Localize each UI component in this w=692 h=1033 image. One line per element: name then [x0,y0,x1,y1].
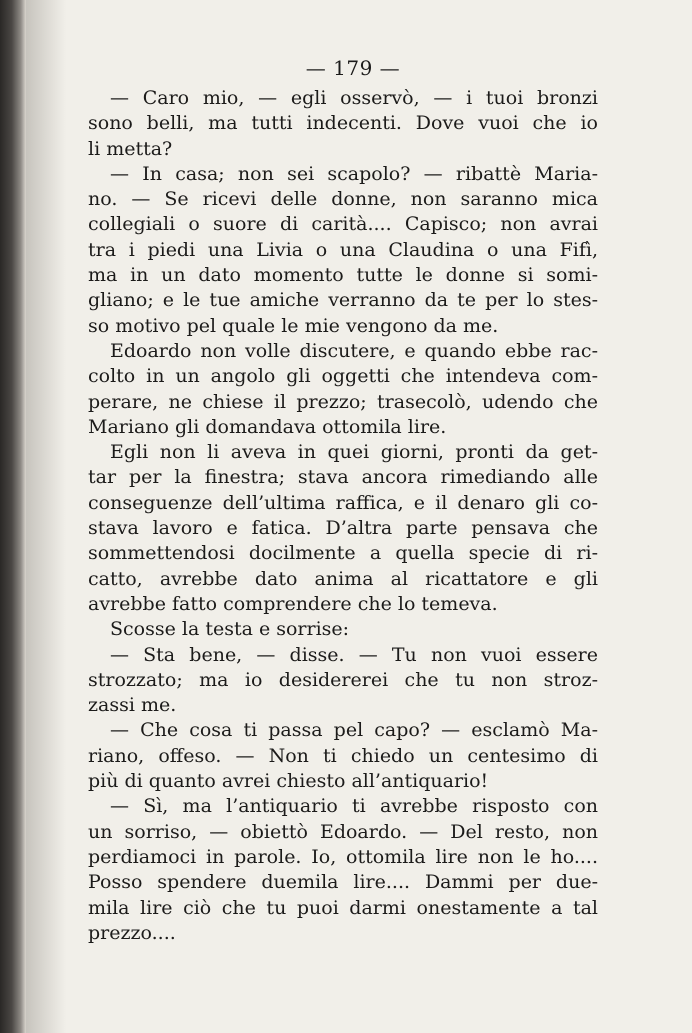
text-line: collegiali o suore di carità.... Capisco; non avrai [88,213,598,236]
text-line: catto, avrebbe dato anima al ricattatore e gli [88,567,598,590]
paragraph [88,643,598,719]
text-line: Scosse la testa e sorrise: [110,618,350,641]
spine-shadow [26,0,66,1033]
text-line: perare, ne chiese il prezzo; trasecolò, udendo che [88,390,598,413]
text-line: — Caro mio, — egli osservò, — i tuoi bronzi [110,87,598,109]
paragraph [88,794,598,946]
book-page [88,56,598,946]
text-line: sono belli, ma tutti indecenti. Dove vuoi che io [88,112,598,135]
text-line: zassi me. [88,694,177,717]
text-line: — Sta bene, — disse. — Tu non vuoi essere [110,643,598,666]
paragraph [88,617,598,642]
page-number: — 179 — [305,56,401,80]
text-line: colto in un angolo gli oggetti che intendeva com- [88,365,598,388]
book-spine [0,0,26,1033]
text-line: Posso spendere duemila lire.... Dammi per due- [88,871,598,894]
text-line: strozzato; ma io desidererei che tu non stroz- [88,668,598,691]
text-line: Edoardo non volle discutere, e quando ebbe rac- [110,339,598,362]
paragraph [88,339,598,440]
text-line: so motivo pel quale le mie vengono da me. [88,314,499,337]
paragraph [88,162,598,339]
text-line: li metta? [88,137,173,160]
text-line: un sorriso, — obiettò Edoardo. — Del resto, non [88,820,598,843]
text-line: gliano; e le tue amiche verranno da te per lo stes- [88,289,598,312]
page-text [88,86,598,946]
text-line: ma in un dato momento tutte le donne si somi- [88,264,598,287]
text-line: conseguenze dell’ultima raffica, e il denaro gli co- [88,491,598,514]
text-line: più di quanto avrei chiesto all’antiquario! [88,770,489,793]
paragraph [88,86,598,162]
text-line: — Che cosa ti passa pel capo? — esclamò Ma- [110,719,598,742]
text-line: prezzo.... [88,921,176,944]
text-line: mila lire ciò che tu puoi darmi onestamente a tal [88,896,598,919]
text-line: — In casa; non sei scapolo? — ribattè Maria- [110,162,598,185]
text-line: perdiamoci in parole. Io, ottomila lire non le ho.... [88,845,598,868]
paragraph [88,718,598,794]
text-line: stava lavoro e fatica. D’altra parte pensava che [88,517,598,540]
text-line: — Sì, ma l’antiquario ti avrebbe risposto con [110,795,598,818]
text-line: avrebbe fatto comprendere che lo temeva. [88,592,498,615]
text-line: sommettendosi docilmente a quella specie di ri- [88,542,598,565]
text-line: no. — Se ricevi delle donne, non saranno mica [88,188,598,211]
text-line: Mariano gli domandava ottomila lire. [88,415,447,438]
text-line: tar per la finestra; stava ancora rimediando alle [88,466,598,489]
text-line: Egli non li aveva in quei giorni, pronti da get- [110,441,598,464]
text-line: tra i piedi una Livia o una Claudina o una Fifì, [88,238,598,261]
paragraph [88,440,598,617]
text-line: riano, offeso. — Non ti chiedo un centesimo di [88,744,598,767]
